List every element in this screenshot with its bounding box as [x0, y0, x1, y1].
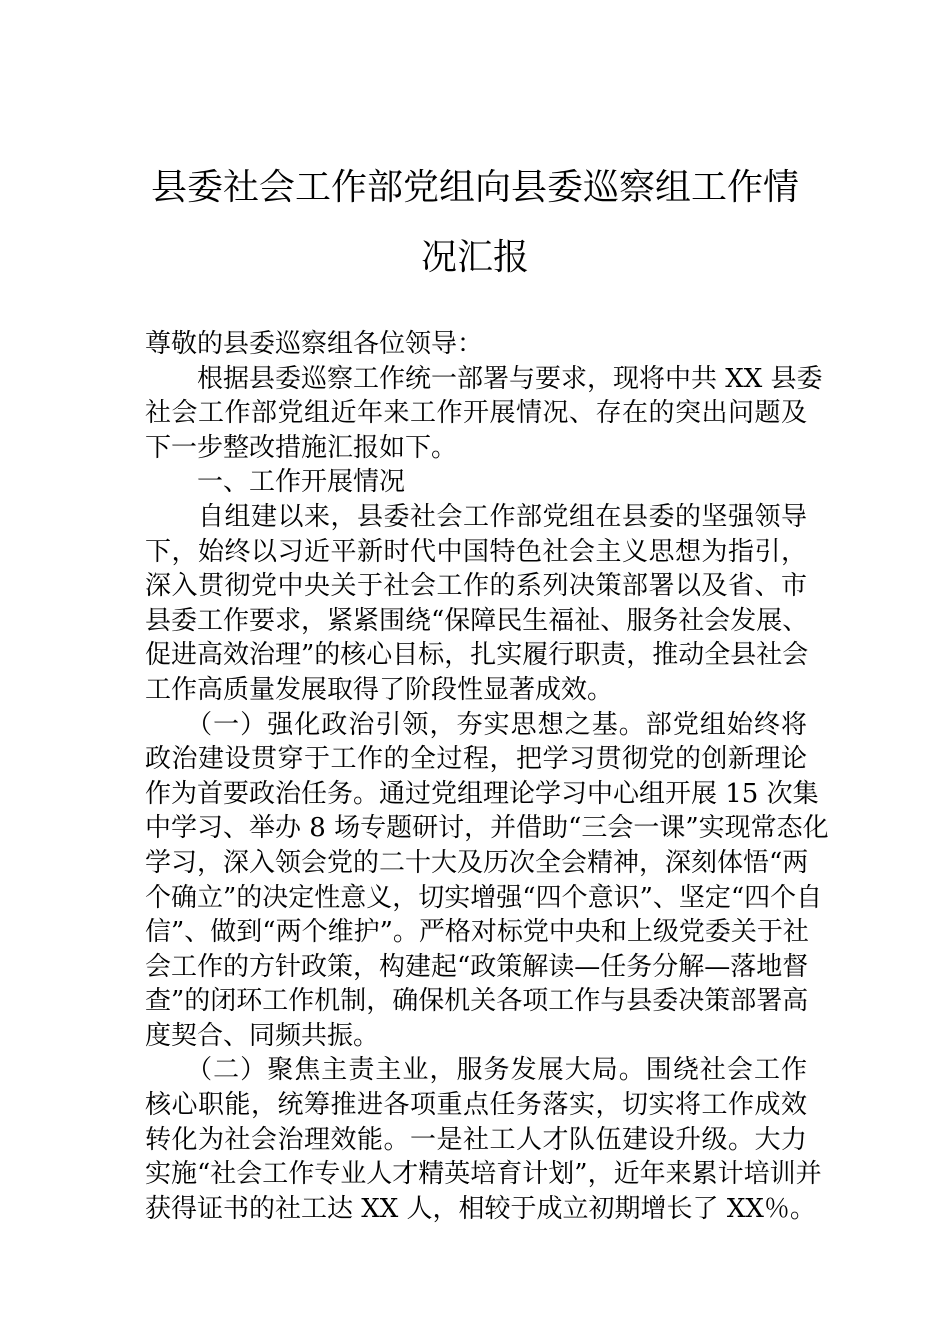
- text-line: 度契合、同频共振。: [145, 1020, 380, 1051]
- text-line: 促进高效治理”的核心目标，扎实履行职责，推动全县社会: [145, 640, 809, 671]
- text-line: （一）强化政治引领，夯实思想之基。部党组始终将: [145, 709, 807, 740]
- text-line: 政治建设贯穿于工作的全过程，把学习贯彻党的创新理论: [145, 744, 807, 775]
- text-line: 个确立”的决定性意义，切实增强“四个意识”、坚定“四个自: [145, 882, 823, 913]
- text-line: 查”的闭环工作机制，确保机关各项工作与县委决策部署高: [145, 986, 809, 1017]
- text-line: 会工作的方针政策，构建起“政策解读—任务分解—落地督: [145, 951, 809, 982]
- text-line: 转化为社会治理效能。一是社工人才队伍建设升级。大力: [145, 1124, 807, 1155]
- text-line: 下，始终以习近平新时代中国特色社会主义思想为指引，: [145, 536, 807, 567]
- document-title: [0, 153, 950, 293]
- text-line: 一、工作开展情况: [145, 467, 406, 498]
- text-line: 信”、做到“两个维护”。严格对标党中央和上级党委关于社: [145, 917, 809, 948]
- text-line: （二）聚焦主责主业，服务发展大局。围绕社会工作: [145, 1055, 807, 1086]
- text-line: 自组建以来，县委社会工作部党组在县委的坚强领导: [145, 501, 807, 532]
- text-line: 社会工作部党组近年来工作开展情况、存在的突出问题及: [145, 398, 807, 429]
- text-line: 实施“社会工作专业人才精英培育计划”，近年来累计培训并: [145, 1159, 822, 1190]
- text-line: 作为首要政治任务。通过党组理论学习中心组开展 15 次集: [145, 778, 819, 809]
- title-line-2: 况汇报: [420, 237, 529, 278]
- document-body: [145, 327, 829, 1226]
- text-line: 获得证书的社工达 XX 人，相较于成立初期增长了 XX％。: [145, 1193, 816, 1224]
- text-line: 工作高质量发展取得了阶段性显著成效。: [145, 674, 614, 705]
- text-line: 深入贯彻党中央关于社会工作的系列决策部署以及省、市: [145, 571, 807, 602]
- text-line: 核心职能，统筹推进各项重点任务落实，切实将工作成效: [145, 1090, 807, 1121]
- text-line: 尊敬的县委巡察组各位领导：: [145, 329, 484, 359]
- text-line: 下一步整改措施汇报如下。: [145, 432, 458, 463]
- title-line-1: 县委社会工作部党组向县委巡察组工作情: [150, 167, 799, 208]
- text-line: 县委工作要求，紧紧围绕“保障民生福祉、服务社会发展、: [145, 605, 809, 636]
- text-line: 学习，深入领会党的二十大及历次全会精神，深刻体悟“两: [145, 847, 809, 878]
- text-line: 根据县委巡察工作统一部署与要求，现将中共 XX 县委: [145, 363, 823, 394]
- text-line: 中学习、举办 8 场专题研讨，并借助“三会一课”实现常态化: [145, 813, 829, 844]
